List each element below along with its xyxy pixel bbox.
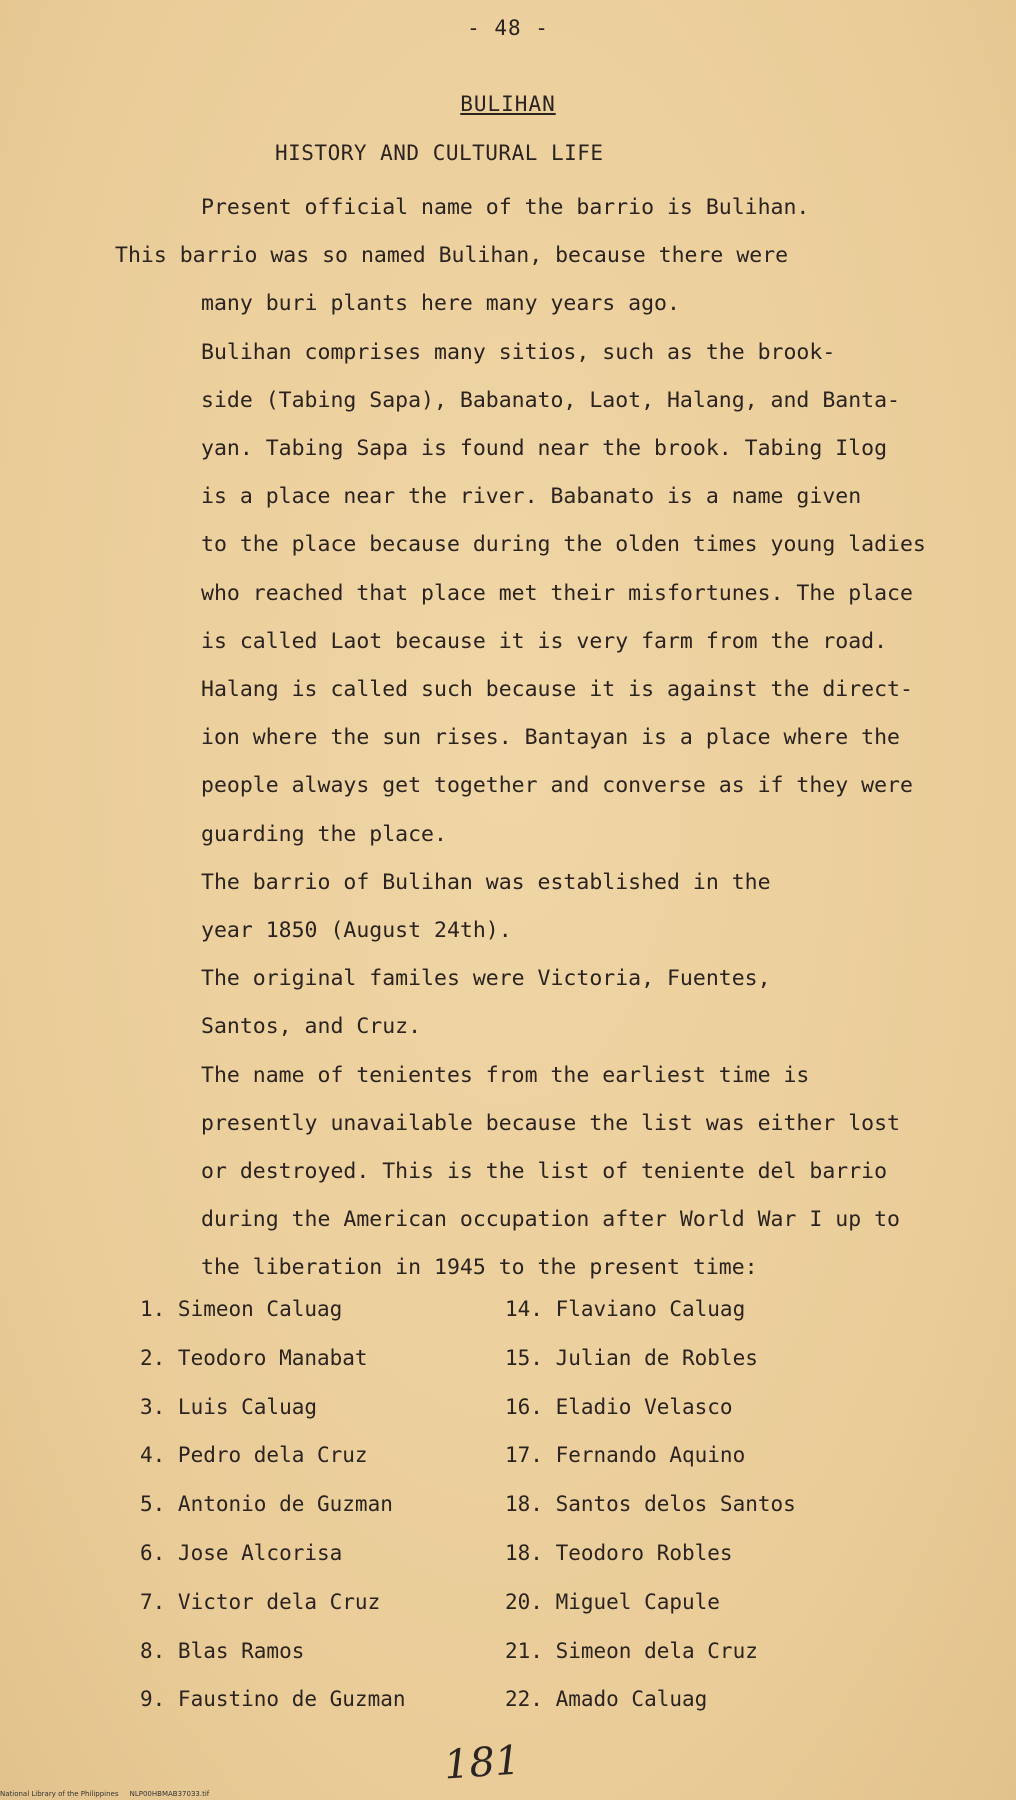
text-line: is called Laot because it is very farm from the road.: [201, 628, 888, 654]
text-line: the liberation in 1945 to the present time:: [201, 1255, 758, 1281]
list-item: 6. Jose Alcorisa: [140, 1540, 343, 1565]
list-item: 7. Victor dela Cruz: [140, 1589, 381, 1614]
text-line: Present official name of the barrio is Bulihan.: [201, 195, 810, 220]
text-line: is a place near the river. Babanato is a name given: [201, 484, 862, 510]
text-line: Santos, and Cruz.: [201, 1014, 422, 1040]
list-item: 20. Miguel Capule: [505, 1589, 720, 1614]
list-item: 9. Faustino de Guzman: [140, 1687, 406, 1712]
paragraph: [115, 955, 955, 1051]
list-item: 22. Amado Caluag: [505, 1687, 708, 1712]
list-item: 14. Flaviano Caluag: [505, 1297, 746, 1321]
paragraph: [115, 184, 955, 329]
text-line: The original familes were Victoria, Fuentes,: [201, 966, 771, 992]
text-line: side (Tabing Sapa), Babanato, Laot, Halang, and Banta-: [201, 387, 900, 413]
text-line: The name of tenientes from the earliest time is: [201, 1062, 810, 1088]
list-item: 3. Luis Caluag: [140, 1394, 318, 1419]
archive-footer: National Library of the Philippines NLP00HBMAB37033.tif: [0, 1790, 210, 1798]
paragraph: [115, 1052, 955, 1293]
page-number: - 48 -: [467, 16, 549, 40]
document-subtitle: HISTORY AND CULTURAL LIFE: [275, 141, 604, 165]
text-line: to the place because during the olden times young ladies: [201, 532, 926, 558]
text-line: Bulihan comprises many sitios, such as the brook-: [201, 339, 836, 365]
paragraph: [115, 859, 955, 955]
list-item: 4. Pedro dela Cruz: [140, 1443, 368, 1468]
text-line: guarding the place.: [201, 821, 447, 847]
document-body: [115, 184, 955, 1293]
text-line: yan. Tabing Sapa is found near the brook. Tabing Ilog: [201, 436, 888, 462]
text-line: This barrio was so named Bulihan, because there were: [115, 243, 789, 269]
text-line: The barrio of Bulihan was established in the: [201, 869, 771, 895]
text-line: who reached that place met their misfortunes. The place: [201, 580, 913, 606]
list-item: 18. Teodoro Robles: [505, 1540, 733, 1565]
handwritten-page-number: 181: [442, 1737, 522, 1789]
text-line: many buri plants here many years ago.: [201, 291, 680, 317]
list-item: 18. Santos delos Santos: [505, 1492, 796, 1517]
document-title: BULIHAN: [460, 92, 556, 116]
list-item: 2. Teodoro Manabat: [140, 1345, 368, 1370]
text-line: or destroyed. This is the list of teniente del barrio: [201, 1159, 888, 1185]
text-line: year 1850 (August 24th).: [201, 918, 512, 944]
text-line: presently unavailable because the list was either lost: [201, 1110, 900, 1136]
list-item: 5. Antonio de Guzman: [140, 1492, 393, 1517]
text-line: Halang is called such because it is against the direct-: [201, 677, 913, 703]
text-line: during the American occupation after World War I up to: [201, 1207, 900, 1233]
list-item: 21. Simeon dela Cruz: [505, 1638, 758, 1663]
text-line: people always get together and converse as if they were: [201, 773, 913, 799]
paragraph: [115, 329, 955, 859]
list-item: 1. Simeon Caluag: [140, 1297, 343, 1321]
list-item: 16. Eladio Velasco: [505, 1394, 733, 1419]
list-item: 17. Fernando Aquino: [505, 1443, 746, 1468]
text-line: ion where the sun rises. Bantayan is a place where the: [201, 725, 900, 751]
list-item: 15. Julian de Robles: [505, 1345, 758, 1370]
list-item: 8. Blas Ramos: [140, 1638, 305, 1663]
